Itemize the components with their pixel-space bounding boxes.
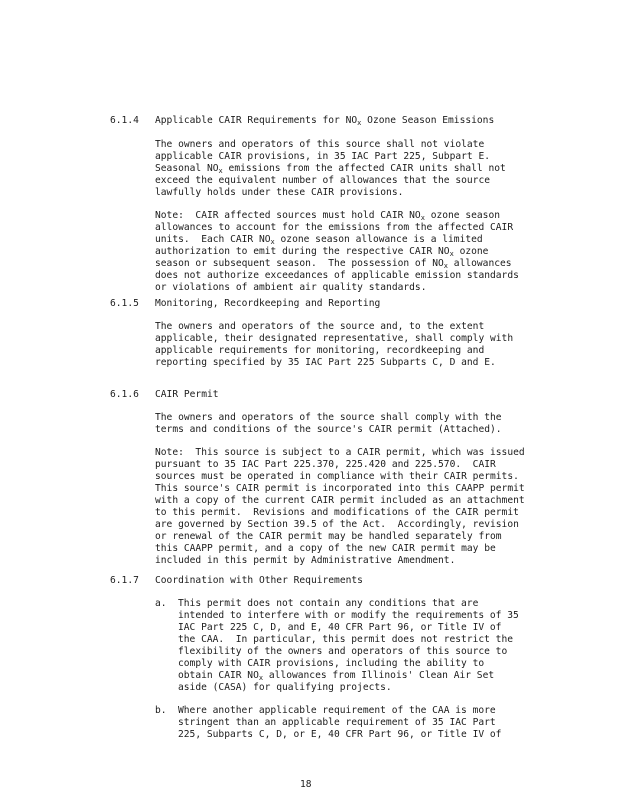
section-heading: Applicable CAIR Requirements for $NO_x$ Ozone Season Emissions [155,115,495,127]
section-number: 6.1.6 [110,389,139,400]
paragraph: The owners and operators of the source and, to the extent applicable, their designated representative, shall comply with applicable requirements for monitoring, recordkeeping and reporting specified by 35 IAC Part 225 Subparts C, D and E. [155,321,514,368]
paragraph: The owners and operators of the source shall comply with the terms and conditions of the source's CAIR permit (Attached). [155,412,502,435]
list-item-text: This permit does not contain any conditions that are intended to interfere with or modify the requirements of 35 IAC Part 225 C, D, and E, 40 CFR Part 96, or Title IV of the CAA. In particular, this permit does not restrict the flexibility of the owners and operators of this source to comply with CAIR provisions, including the ability to obtain CAIR $NO_x$ allowances from Illinois' Clean Air Set aside (CASA) for qualifying projects. [178,598,519,693]
list-item-label: a. [155,598,167,609]
list-item-text: Where another applicable requirement of the CAA is more stringent than an applicable requirement of 35 IAC Part 225, Subparts C, D, or E, 40 CFR Part 96, or Title IV of [178,705,502,740]
list-item-label: b. [155,705,167,716]
page-number: 18 [300,779,312,790]
section-heading: CAIR Permit [155,389,219,400]
note-paragraph: Note: This source is subject to a CAIR permit, which was issued pursuant to 35 IAC Part 225.370, 225.420 and 225.570. CAIR sources must be operated in compliance with their CAIR permits. This source's CAIR permit is incorporated into this CAAPP permit with a copy of the current CAIR permit included as an attachment to this permit. Revisions and modifications of the CAIR permit are governed by Section 39.5 of the Act. Accordingly, revision or renewal of the CAIR permit may be handled separately from this CAAPP permit, and a copy of the new CAIR permit may be included in this permit by Administrative Amendment. [155,447,525,566]
section-number: 6.1.5 [110,298,139,309]
section-heading: Monitoring, Recordkeeping and Reporting [155,298,381,309]
note-paragraph: Note: CAIR affected sources must hold CAIR $NO_x$ ozone season allowances to account for the emissions from the affected CAIR units. Each CAIR $NO_x$ ozone season allowance is a limited authorization to emit during the respective CAIR $NO_x$ ozone season or subsequent season. The possession of $NO_x$ allowances does not authorize exceedances of applicable emission standards or violations of ambient air quality standards. [155,210,519,293]
paragraph: The owners and operators of this source shall not violate applicable CAIR provisions, in 35 IAC Part 225, Subpart E. Seasonal $NO_x$ emissions from the affected CAIR units shall not exceed the equivalent number of allowances that the source lawfully holds under these CAIR provisions. [155,139,506,198]
section-number: 6.1.7 [110,575,139,586]
section-number: 6.1.4 [110,115,139,126]
section-heading: Coordination with Other Requirements [155,575,363,586]
